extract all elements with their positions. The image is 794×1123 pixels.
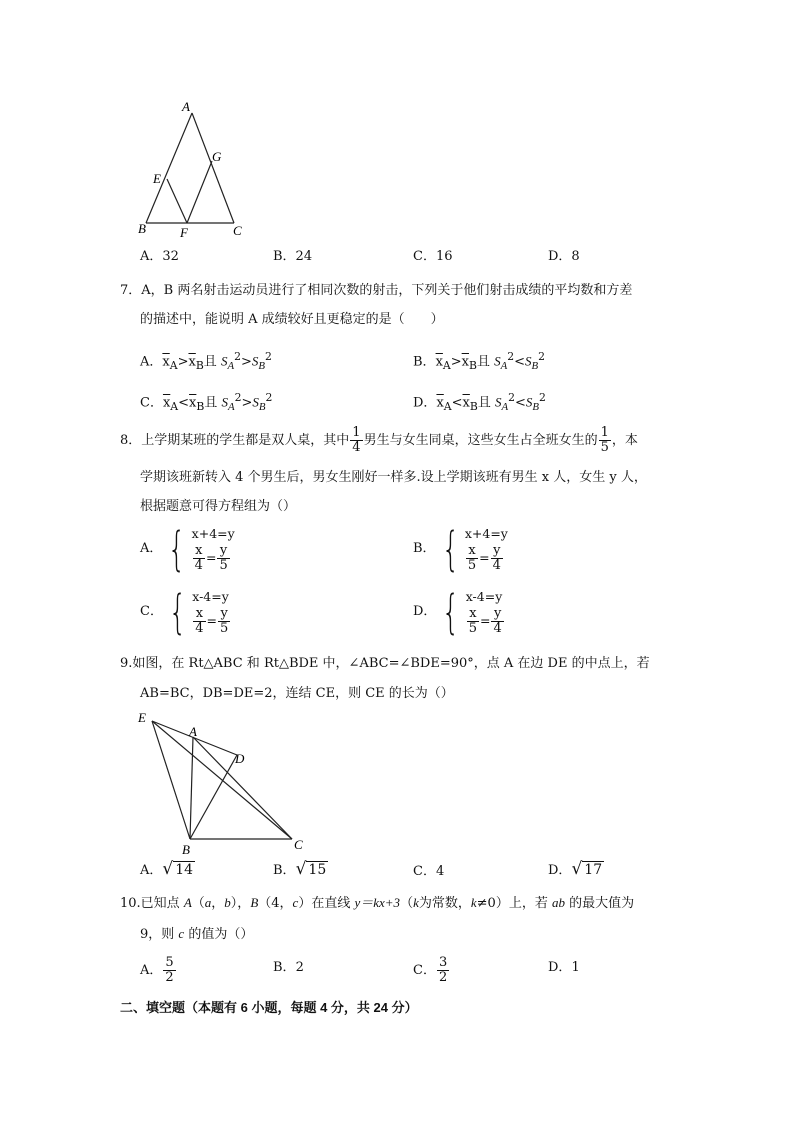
- label-C: C: [294, 837, 303, 852]
- q8-option-c: C． { x-4=y $\frac{x}{4}$ = $\frac{y}{5}$: [140, 584, 229, 639]
- label-E: E: [138, 710, 146, 725]
- q10-option-b: B．2: [273, 960, 304, 975]
- label-D: D: [235, 751, 245, 766]
- q9-stem-line2: AB=BC，DB=DE=2，连结 CE，则 CE 的长为（）: [140, 686, 454, 701]
- q10-option-a: A． $\frac{5}{2}$: [140, 955, 174, 985]
- q8-stem-line1: 8．上学期某班的学生都是双人桌，其中 $\frac{1}{4}$ 男生与女生同桌，这些女生占全班女生的 $\frac{1}{5}$ ，本: [120, 425, 638, 455]
- q9-option-d: D． √ 17: [548, 859, 603, 879]
- q7-stem-line2: 的描述中，能说明 A 成绩较好且更稳定的是（ ）: [140, 312, 444, 327]
- q9-option-c: C．4: [413, 864, 445, 879]
- q6-option-b: B．24: [273, 249, 313, 264]
- label-A: A: [189, 724, 197, 739]
- q10-stem-line2: 9，则 c 的值为（）: [140, 926, 254, 942]
- q10-option-c: C． $\frac{3}{2}$: [413, 955, 448, 985]
- sqrt-17: √ 17: [571, 859, 603, 879]
- q8-option-a: A． { x+4=y $\frac{x}{4}$ = $\frac{y}{5}$: [140, 521, 235, 576]
- q7-stem-line1: 7．A，B 两名射击运动员进行了相同次数的射击，下列关于他们射击成绩的平均数和方差: [120, 283, 633, 298]
- q10-stem-line1: 10.已知点 A（a，b），B（4，c）在直线 y＝kx+3（k为常数，k≠0）上，若 ab 的最大值为: [120, 895, 635, 911]
- q9-option-b: B． √ 15: [273, 859, 327, 879]
- q9-option-a: A． √ 14: [140, 859, 194, 879]
- q8-stem-line2: 学期该班新转入 4 个男生后，男女生刚好一样多.设上学期该班有男生 x 人，女生 y 人，: [140, 470, 647, 485]
- sqrt-15: √ 15: [295, 859, 327, 879]
- q7-option-c: C．$\overline{x}_A<\overline{x}_B$且 $S_A^2>S_B^2$: [140, 391, 273, 413]
- fraction-one-quarter: $\frac{1}{4}$: [352, 425, 361, 455]
- q8-stem-line3: 根据题意可得方程组为（）: [140, 499, 297, 514]
- label-G: G: [212, 149, 222, 164]
- label-C: C: [233, 223, 242, 238]
- label-E: E: [153, 171, 161, 186]
- figure-triangle-abc: [130, 95, 250, 240]
- label-B: B: [182, 842, 190, 857]
- section-heading-fill-in: 二、填空题（本题有 6 小题，每题 4 分，共 24 分）: [120, 1000, 418, 1015]
- sqrt-14: √ 14: [162, 859, 194, 879]
- q6-option-a: A．32: [140, 249, 179, 264]
- figure-triangles-abc-bde: [130, 705, 310, 860]
- q6-option-c: C．16: [413, 249, 453, 264]
- q8-option-d: D． { x-4=y $\frac{x}{5}$ = $\frac{y}{4}$: [413, 584, 503, 639]
- fraction-one-fifth: $\frac{1}{5}$: [600, 425, 609, 455]
- q7-option-d: D．$\overline{x}_A<\overline{x}_B$且 $S_A^2<S_B^2$: [413, 391, 546, 413]
- q7-option-a: A．$\overline{x}_A>\overline{x}_B$且 $S_A^2>S_B^2$: [140, 350, 272, 372]
- label-F: F: [180, 225, 188, 240]
- q8-option-b: B． { x+4=y $\frac{x}{5}$ = $\frac{y}{4}$: [413, 521, 508, 576]
- q7-option-b: B．$\overline{x}_A>\overline{x}_B$且 $S_A^2<S_B^2$: [413, 350, 546, 372]
- q10-option-d: D．1: [548, 960, 580, 975]
- label-B: B: [138, 221, 146, 236]
- label-A: A: [182, 99, 190, 114]
- q6-option-d: D．8: [548, 249, 580, 264]
- q9-stem-line1: 9.如图，在 Rt△ABC 和 Rt△BDE 中，∠ABC=∠BDE=90°，点 A 在边 DE 的中点上，若: [120, 656, 650, 671]
